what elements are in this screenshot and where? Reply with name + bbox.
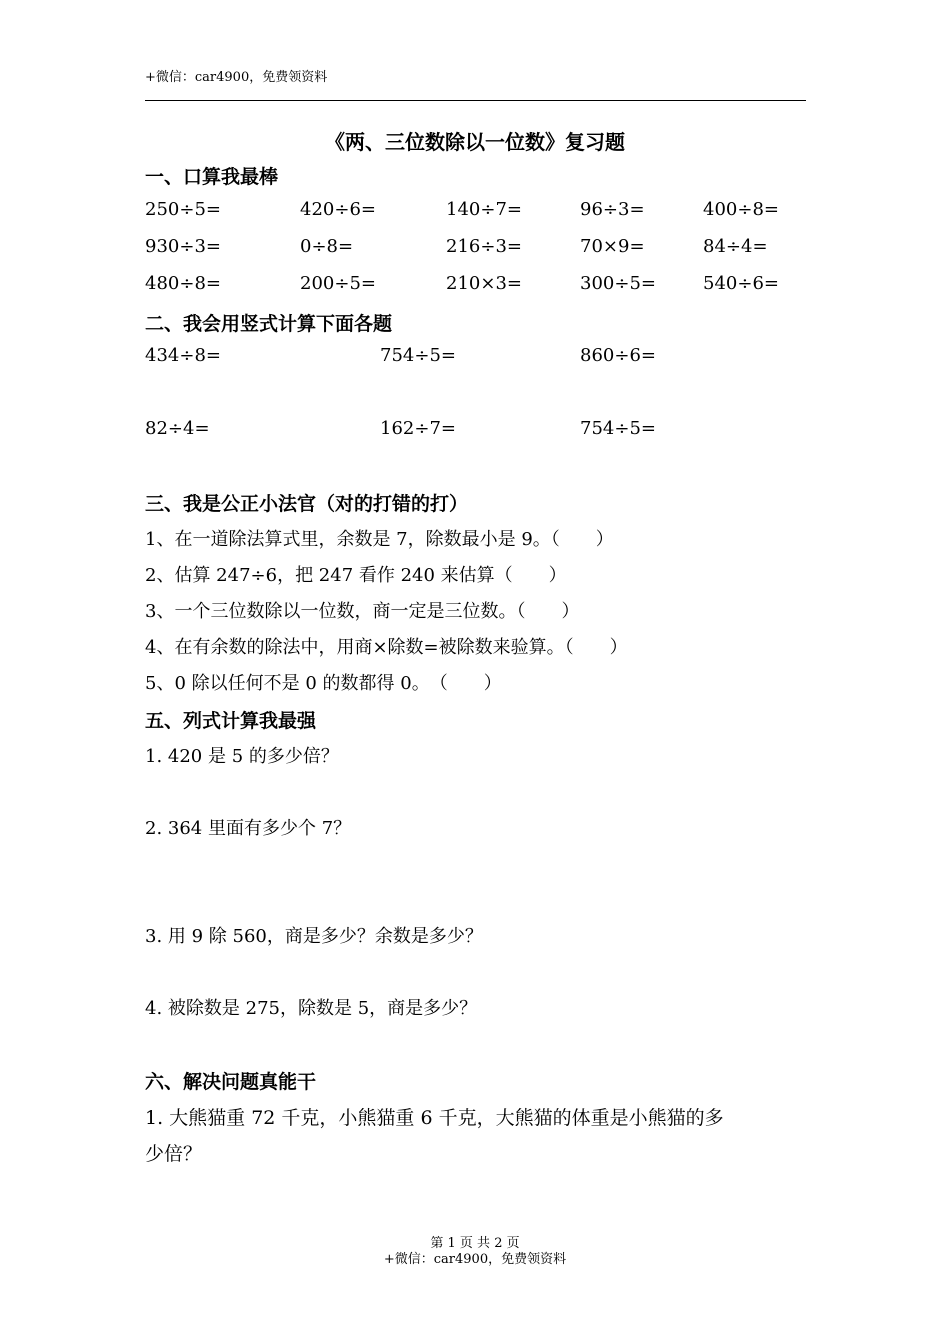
vertical-calc-r1c2: 754÷5= bbox=[380, 345, 456, 366]
problem-item-1-line2: 少倍？ bbox=[145, 1143, 203, 1165]
header-watermark: +微信：car4900，免费领资料 bbox=[145, 70, 328, 85]
page-title: 《两、三位数除以一位数》复习题 bbox=[325, 130, 625, 154]
oral-calc-r1c3: 140÷7= bbox=[446, 199, 522, 220]
oral-calc-r2c2: 0÷8= bbox=[300, 236, 354, 257]
judge-item-3: 3、一个三位数除以一位数，商一定是三位数。（ ） bbox=[145, 601, 580, 622]
judge-item-1: 1、在一道除法算式里，余数是 7，除数最小是 9。（ ） bbox=[145, 529, 614, 550]
oral-calc-r2c1: 930÷3= bbox=[145, 236, 221, 257]
formula-item-4: 4. 被除数是 275，除数是 5，商是多少？ bbox=[145, 998, 478, 1019]
section6-heading: 六、解决问题真能干 bbox=[145, 1071, 317, 1093]
judge-item-2: 2、估算 247÷6，把 247 看作 240 来估算（ ） bbox=[145, 565, 567, 586]
footer-watermark: +微信：car4900，免费领资料 bbox=[383, 1252, 567, 1267]
oral-calc-r3c3: 210×3= bbox=[446, 273, 522, 294]
formula-item-2: 2. 364 里面有多少个 7？ bbox=[145, 818, 352, 839]
oral-calc-r3c5: 540÷6= bbox=[703, 273, 779, 294]
vertical-calc-r2c2: 162÷7= bbox=[380, 418, 456, 439]
section3-heading: 三、我是公正小法官（对的打错的打） bbox=[145, 493, 469, 515]
page-number: 第 1 页 共 2 页 bbox=[430, 1236, 520, 1251]
section2-heading: 二、我会用竖式计算下面各题 bbox=[145, 313, 393, 335]
formula-item-1: 1. 420 是 5 的多少倍？ bbox=[145, 746, 339, 767]
judge-item-5: 5、0 除以任何不是 0 的数都得 0。 （ ） bbox=[145, 673, 502, 694]
oral-calc-r3c4: 300÷5= bbox=[580, 273, 656, 294]
header-rule bbox=[145, 100, 806, 101]
oral-calc-r1c2: 420÷6= bbox=[300, 199, 376, 220]
vertical-calc-r2c3: 754÷5= bbox=[580, 418, 656, 439]
vertical-calc-r1c1: 434÷8= bbox=[145, 345, 221, 366]
oral-calc-r2c5: 84÷4= bbox=[703, 236, 768, 257]
section5-heading: 五、列式计算我最强 bbox=[145, 710, 317, 732]
problem-item-1-line1: 1. 大熊猫重 72 千克，小熊猫重 6 千克，大熊猫的体重是小熊猫的多 bbox=[145, 1107, 724, 1129]
judge-item-4: 4、在有余数的除法中，用商×除数=被除数来验算。（ ） bbox=[145, 637, 628, 658]
oral-calc-r2c4: 70×9= bbox=[580, 236, 645, 257]
oral-calc-r1c1: 250÷5= bbox=[145, 199, 221, 220]
formula-item-3: 3. 用 9 除 560，商是多少？余数是多少？ bbox=[145, 926, 483, 947]
oral-calc-r2c3: 216÷3= bbox=[446, 236, 522, 257]
oral-calc-r1c4: 96÷3= bbox=[580, 199, 645, 220]
oral-calc-r3c2: 200÷5= bbox=[300, 273, 376, 294]
vertical-calc-r2c1: 82÷4= bbox=[145, 418, 210, 439]
oral-calc-r1c5: 400÷8= bbox=[703, 199, 779, 220]
section1-heading: 一、口算我最棒 bbox=[145, 166, 279, 188]
vertical-calc-r1c3: 860÷6= bbox=[580, 345, 656, 366]
oral-calc-r3c1: 480÷8= bbox=[145, 273, 221, 294]
